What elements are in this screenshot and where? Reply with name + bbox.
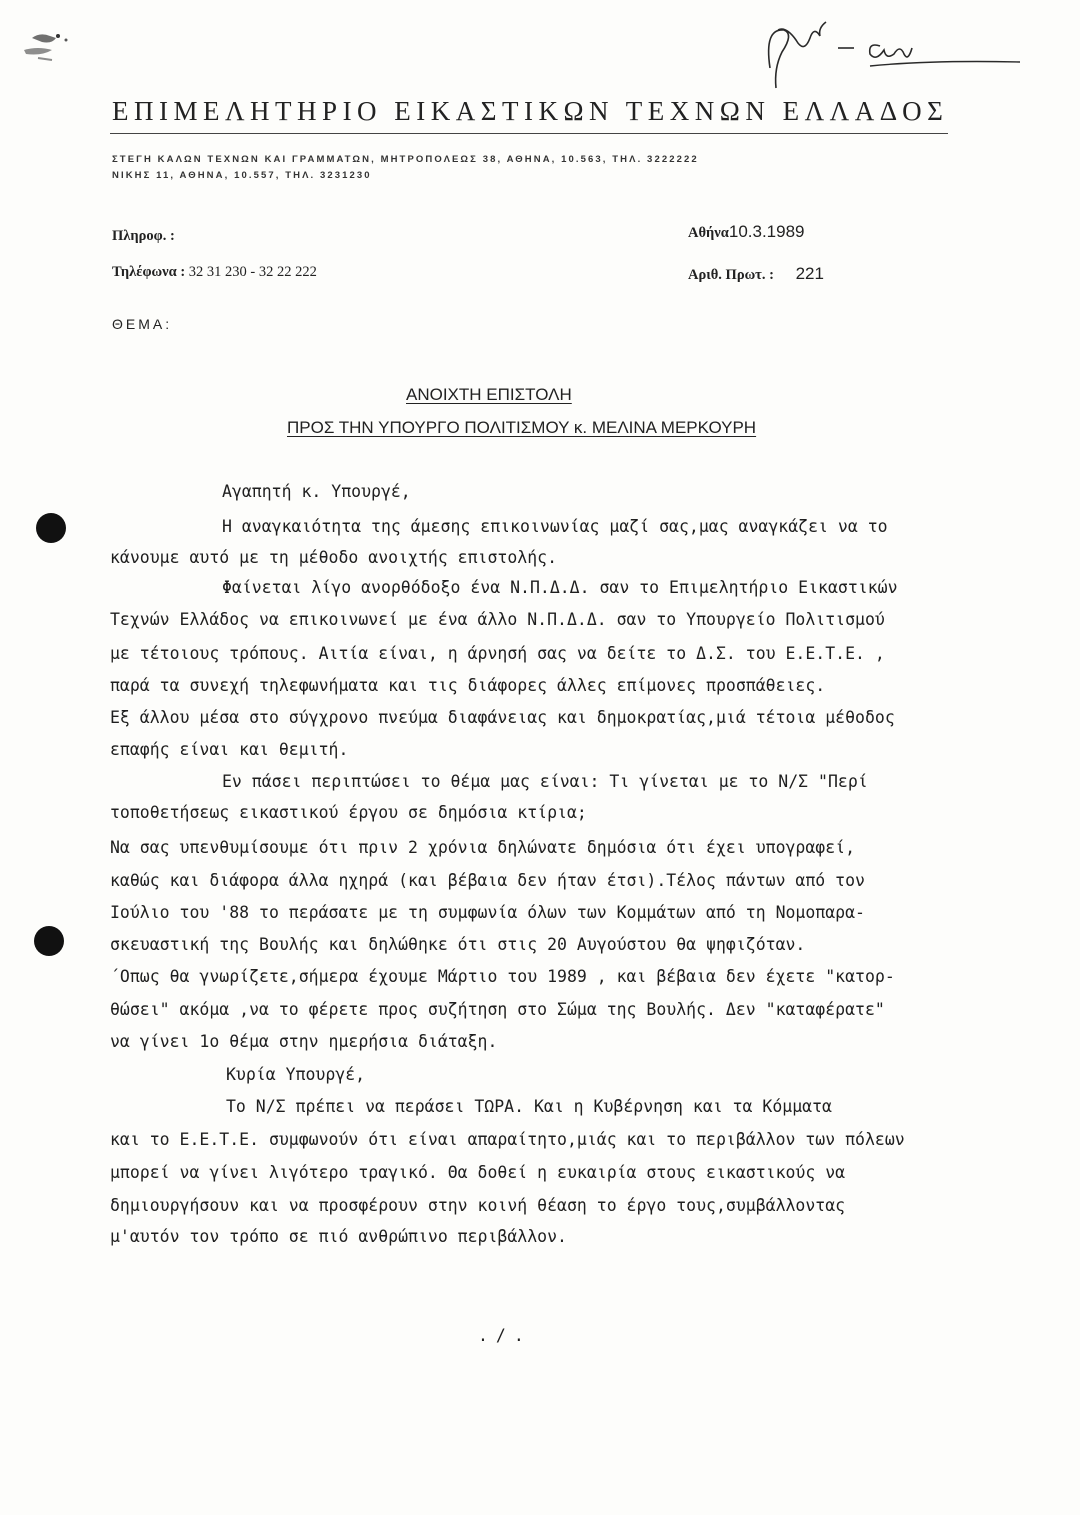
body-line: Η αναγκαιότητα της άμεσης επικοινωνίας μαζί σας,μας αναγκάζει να το	[222, 517, 888, 536]
body-line: Το Ν/Σ πρέπει να περάσει ΤΩΡΑ. Και η Κυβέρνηση και τα Κόμματα	[226, 1097, 832, 1116]
punch-hole-bottom	[34, 926, 64, 956]
body-line: Κυρία Υπουργέ,	[226, 1065, 366, 1084]
subject-label: ΘΕΜΑ:	[112, 316, 173, 332]
place-label: Αθήνα	[688, 225, 729, 241]
letter-title-line2: ΠΡΟΣ ΤΗΝ ΥΠΟΥΡΓΟ ΠΟΛΙΤΙΣΜΟΥ κ. ΜΕΛΙΝΑ ΜΕΡΚΟΥΡΗ	[287, 418, 757, 437]
body-line: και το Ε.Ε.Τ.Ε. συμφωνούν ότι είναι απαραίτητο,μιάς και το περιβάλλον των πόλεων	[110, 1130, 905, 1149]
date-field	[688, 222, 805, 242]
body-line: Αγαπητή κ. Υπουργέ,	[222, 482, 411, 501]
address-line-1: ΣΤΕΓΗ ΚΑΛΩΝ ΤΕΧΝΩΝ ΚΑΙ ΓΡΑΜΜΑΤΩΝ, ΜΗΤΡΟΠΟΛΕΩΣ 38, ΑΘΗΝΑ, 10.563, ΤΗΛ. 3222222	[112, 154, 699, 165]
body-line: επαφής είναι και θεμιτή.	[110, 740, 349, 759]
address-line-2: ΝΙΚΗΣ 11, ΑΘΗΝΑ, 10.557, ΤΗΛ. 3231230	[112, 170, 372, 181]
letter-title-line1: ΑΝΟΙΧΤΗ ΕΠΙΣΤΟΛΗ	[406, 385, 572, 404]
body-line: μπορεί να γίνει λιγότερο τραγικό. Θα δοθεί η ευκαιρία στους εικαστικούς να	[110, 1163, 846, 1182]
body-line: Ιούλιο του '88 το περάσατε με τη συμφωνία όλων των Κομμάτων από τη Νομοπαρα-	[110, 903, 865, 922]
body-line: δημιουργήσουν και να προσφέρουν στην κοινή θέαση το έργο τους,συμβάλλοντας	[110, 1196, 846, 1215]
body-line: Εν πάσει περιπτώσει το θέμα μας είναι: Τι γίνεται με το Ν/Σ "Περί	[222, 772, 868, 791]
body-line: παρά τα συνεχή τηλεφωνήματα και τις διάφορες άλλες επίμονες προσπάθειες.	[110, 676, 826, 695]
body-line: θώσει" ακόμα ,να το φέρετε προς συζήτηση στο Σώμα της Βουλής. Δεν "καταφέρατε"	[110, 1000, 885, 1019]
protocol-value: 221	[795, 264, 824, 283]
body-line: τοποθετήσεως εικαστικού έργου σε δημόσια κτίρια;	[110, 803, 587, 822]
body-line: κάνουμε αυτό με τη μέθοδο ανοιχτής επιστολής.	[110, 548, 558, 567]
handwritten-signature	[750, 10, 1040, 90]
scan-smudge-mark	[14, 30, 84, 80]
organization-name: ΕΠΙΜΕΛΗΤΗΡΙΟ ΕΙΚΑΣΤΙΚΩΝ ΤΕΧΝΩΝ ΕΛΛΑΔΟΣ	[112, 96, 949, 126]
date-value: 10.3.1989	[728, 222, 805, 241]
body-line: Να σας υπενθυμίσουμε ότι πριν 2 χρόνια δηλώνατε δημόσια ότι έχει υπογραφεί,	[110, 838, 856, 857]
info-label: Πληροφ. :	[112, 228, 175, 244]
protocol-field	[688, 264, 824, 284]
body-line: καθώς και διάφορα άλλα ηχηρά (και βέβαια δεν ήταν έτσι).Τέλος πάντων από τον	[110, 871, 865, 890]
continuation-mark: ./.	[478, 1326, 532, 1345]
body-line: Τεχνών Ελλάδος να επικοινωνεί με ένα άλλο Ν.Π.Δ.Δ. σαν το Υπουργείο Πολιτισμού	[110, 610, 885, 629]
body-line: μ'αυτόν τον τρόπο σε πιό ανθρώπινο περιβάλλον.	[110, 1227, 567, 1246]
protocol-label: Αριθ. Πρωτ. :	[688, 267, 774, 283]
body-line: ΄Οπως θα γνωρίζετε,σήμερα έχουμε Μάρτιο του 1989 , και βέβαια δεν έχετε "κατορ-	[110, 967, 895, 986]
punch-hole-top	[36, 513, 66, 543]
body-line: να γίνει 1ο θέμα στην ημερήσια διάταξη.	[110, 1032, 498, 1051]
body-line: με τέτοιους τρόπους. Αιτία είναι, η άρνησή σας να δείτε το Δ.Σ. του Ε.Ε.Τ.Ε. ,	[110, 644, 885, 663]
body-line: Εξ άλλου μέσα στο σύγχρονο πνεύμα διαφάνειας και δημοκρατίας,μιά τέτοια μέθοδος	[110, 708, 895, 727]
body-line: Φαίνεται λίγο ανορθόδοξο ένα Ν.Π.Δ.Δ. σαν το Επιμελητήριο Εικαστικών	[222, 578, 898, 597]
phone-value: 32 31 230 - 32 22 222	[188, 264, 317, 280]
phone-field	[112, 264, 317, 281]
letterhead-divider	[110, 133, 948, 134]
phone-label: Τηλέφωνα :	[112, 264, 186, 280]
body-line: σκευαστική της Βουλής και δηλώθηκε ότι στις 20 Αυγούστου θα ψηφιζόταν.	[110, 935, 806, 954]
